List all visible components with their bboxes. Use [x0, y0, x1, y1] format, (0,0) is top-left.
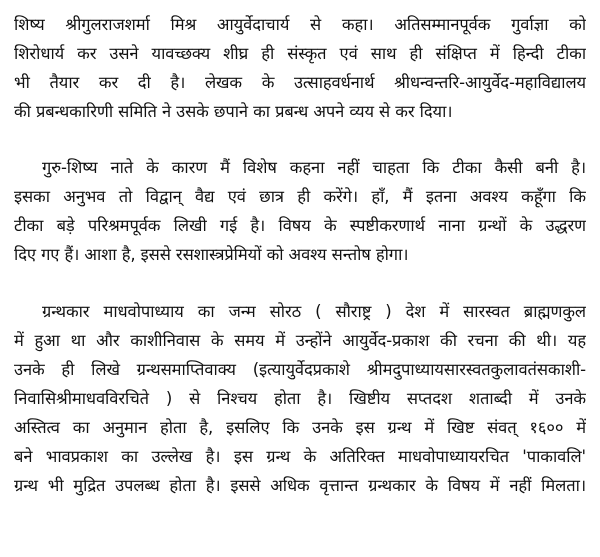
text-line: में हुआ था और काशीनिवास के समय में उन्होंने आयुर्वेद-प्रकाश की रचना की थी। यह	[14, 331, 586, 350]
text-line: गुरु-शिष्य नाते के कारण मैं विशेष कहना नहीं चाहता कि टीका कैसी बनी है।	[42, 158, 586, 177]
text-line: भी तैयार कर दी है। लेखक के उत्साहवर्धनार्थ श्रीधन्वन्तरि-आयुर्वेद-महाविद्यालय	[14, 73, 586, 92]
text-line: दिए गए हैं। आशा है, इससे रसशास्त्रप्रेमियों को अवश्य सन्तोष होगा।	[14, 245, 409, 264]
text-line: टीका बड़े परिश्रमपूर्वक लिखी गई है। विषय के स्पष्टीकरणार्थ नाना ग्रन्थों के उद्धरण	[14, 216, 586, 235]
text-line: इसका अनुभव तो विद्वान् वैद्य एवं छात्र ही करेंगे। हाँ, मैं इतना अवश्य कहूँगा कि	[14, 187, 586, 206]
text-line: अस्तित्व का अनुमान होता है, इसलिए कि उनके इस ग्रन्थ में खिष्ट संवत् १६०० में	[14, 418, 586, 437]
text-line: ग्रन्थकार माधवोपाध्याय का जन्म सोरठ ( सौराष्ट्र ) देश में सारस्वत ब्राह्मणकुल	[42, 302, 586, 321]
text-line: ग्रन्थ भी मुद्रित उपलब्ध होता है। इससे अधिक वृत्तान्त ग्रन्थकार के विषय में नहीं मिलता।	[14, 476, 586, 495]
text-line: की प्रबन्धकारिणी समिति ने उसके छपाने का प्रबन्ध अपने व्यय से कर दिया।	[14, 102, 453, 121]
text-line: शिष्य श्रीगुलराजशर्मा मिश्र आयुर्वेदाचार्य से कहा। अतिसम्मानपूर्वक गुर्वाज्ञा को	[14, 15, 586, 34]
text-line: निवासिश्रीमाधवविरचिते ) से निश्चय होता है। खिष्टीय सप्तदश शताब्दी में उनके	[14, 389, 586, 408]
text-line: बने भावप्रकाश का उल्लेख है। इस ग्रन्थ के अतिरिक्त माधवोपाध्यायरचित 'पाकावलि'	[14, 447, 586, 466]
text-line: उनके ही लिखे ग्रन्थसमाप्तिवाक्य (इत्यायुर्वेदप्रकाशे श्रीमदुपाध्यायसारस्वतकुलावतंसकाशी-	[14, 360, 586, 379]
text-line: शिरोधार्य कर उसने यावच्छक्य शीघ्र ही संस्कृत एवं साथ ही संक्षिप्त में हिन्दी टीका	[14, 44, 586, 63]
